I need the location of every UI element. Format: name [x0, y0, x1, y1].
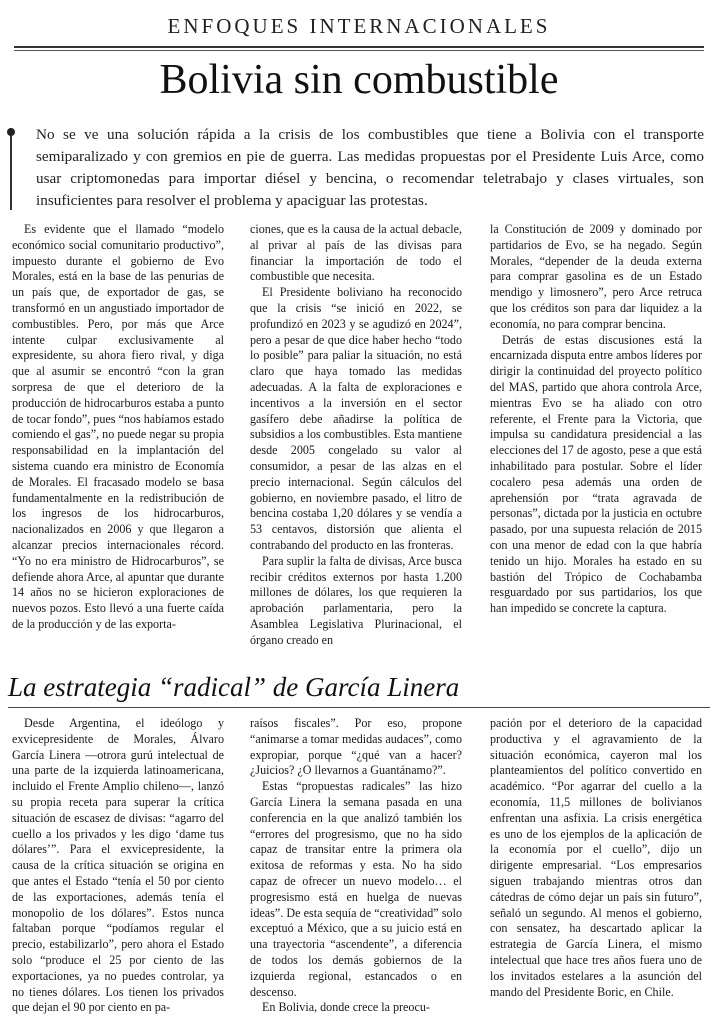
- subheading-rule: [8, 707, 710, 708]
- paragraph: pación por el deterioro de la capacidad productiva y el agravamiento de la situación económica, cayeron mal los planteamientos del político convertido en académico. “Por agarrar del cuello a la economía, 11,5 millones de bolivianos enfrentan una asfixia. La crisis energética es uno de los ejemplos de la aplicación de la economía por el cuello”, dijo un dirigente empresarial. “Los empresarios siguen trabajando mientras otros dan cátedras de cómo dejar un país sin futuro”, señaló un segundo. Al menos el gobierno, con sensatez, ha descartado aplicar la estrategia de García Linera, el mismo intelectual que hace tres años fuera uno de los invitados estelares a la asunción del mando del Presidente Boric, en Chile.: [490, 716, 702, 999]
- paragraph: En Bolivia, donde crece la preocu-: [262, 1000, 430, 1015]
- paragraph: ciones, que es la causa de la actual debacle, al privar al país de las divisas para financiar la importación de todo el combustible que necesita.: [250, 222, 462, 284]
- subheading: La estrategia “radical” de García Linera: [8, 672, 460, 702]
- paragraph: Para suplir la falta de divisas, Arce busca recibir créditos externos por hasta 1.200 millones de dólares, los que requieren la aprobación parlamentaria, pero la Asamblea Legislativa Plurinacional, el órgano creado en: [250, 553, 462, 647]
- part1-column-3: [490, 222, 702, 617]
- part2-column-3: [490, 716, 702, 1000]
- part1-column-2: [250, 222, 462, 649]
- paragraph: raísos fiscales”. Por eso, propone “animarse a tomar medidas audaces”, como expropiar, porque “¿qué van a hacer? ¿Juicios? ¿O llevarnos a Guantánamo?”.: [250, 716, 462, 778]
- paragraph: Es evidente que el llamado “modelo económico social comunitario productivo”, impuesto durante el gobierno de Evo Morales, está en la base de las penurias de un país que, de exportador de gas, se transformó en un angustiado importador de combustibles. Pero, por más que Arce intente culpar exclusivamente al expresidente, su ahora fiero rival, y diga que al asumir se encontró “con la gran sorpresa de que el deterioro de la producción de hidrocarburos estaba a punto de tocar fondo”, pues “nos habíamos estado comiendo el gas”, no puede negar su propia responsabilidad en la implantación del sistema cuando era ministro de Economía de Morales. El fracasado modelo se basa fundamentalmente en la redistribución de los ingresos de los hidrocarburos, nacionalizados en 2006 y que llegaron a alcanzar precios internacionales récord. “Yo no era ministro de Hidrocarburos”, se defiende ahora Arce, al apuntar que durante 14 años no se hicieron exploraciones de nuevos pozos. Esto llevó a una fuerte caída de la producción y de las exporta-: [12, 222, 224, 631]
- lead-bullet-icon: [7, 128, 15, 136]
- paragraph: la Constitución de 2009 y dominado por partidarios de Evo, se ha negado. Según Morales, “depender de la deuda externa para comprar gasolina es de un Estado mendigo y limosnero”, pero Arce retruca que los créditos son para dar liquidez a la economía, no para comprar bencina.: [490, 222, 702, 331]
- part2-column-1: [12, 716, 224, 1016]
- top-rule: [14, 46, 704, 48]
- headline: Bolivia sin combustible: [159, 57, 559, 103]
- lead-paragraph: No se ve una solución rápida a la crisis de los combustibles que tiene a Bolivia con el transporte semiparalizado y con gremios en pie de guerra. Las medidas propuestas por el Presidente Luis Arce, como usar criptomonedas para importar diésel y bencina, o recomendar teletrabajo y clases virtuales, son insuficientes para resolver el problema y apaciguar las protestas.: [36, 126, 704, 209]
- top-rule-thin: [14, 50, 704, 51]
- lead-bar: [10, 128, 12, 210]
- section-title: ENFOQUES INTERNACIONALES: [167, 14, 551, 38]
- paragraph: Detrás de estas discusiones está la encarnizada disputa entre ambos líderes por dirigir la continuidad del proyecto político del MAS, partido que ahora controla Arce, mientras Evo se ha aliado con otro referente, el Frente para la Victoria, que impulsa su candidatura presidencial a las elecciones del 17 de agosto, pese a que está inhabilitado para postular. Sobre el líder cocalero pesa además una orden de aprehensión por “trata agravada de personas”, dictada por la justicia en octubre pasado, por una supuesta relación de 2015 con una menor de edad con la que habría tenido un hijo. Morales ha estado en su bastión del Trópico de Cochabamba resguardado por sus partidarios, los que han impedido se concrete la captura.: [490, 332, 702, 616]
- paragraph: Desde Argentina, el ideólogo y exvicepresidente de Morales, Álvaro García Linera —otrora gurú intelectual de una parte de la izquierda latinoamericana, incluido el Frente Amplio chileno—, lanzó su propia receta para superar la crítica situación de escasez de divisas: “agarro del cuello a los privados y les digo ‘dame tus dólares’”. Para el exvicepresidente, la causa de la crítica situación se origina en que antes el Estado “tenía el 50 por ciento de las exportaciones, además tenía el monopolio de los dólares”. Estos nunca faltaban porque “podíamos regular el precio, estabilizarlo”, pero ahora el Estado solo “produce el 25 por ciento de las exportaciones, ya no puedes controlar, ya no tienes dólares. Los tienen los privados que dejan el 90 por ciento en pa-: [12, 716, 224, 1015]
- paragraph: Estas “propuestas radicales” las hizo García Linera la semana pasada en una conferencia en la que analizó también los “errores del progresismo, que no ha sido capaz de transitar entre la primera ola exitosa de reformas y esta. No ha sido capaz de ofrecer un nuevo modelo… el progresismo está en huelga de nuevas ideas”. De esta sequía de “creatividad” solo exceptuó a México, que a su juicio está en una trayectoria “ascendente”, a diferencia de todos los demás gobiernos de la izquierda regional, estancados o en descenso.: [250, 779, 462, 999]
- part1-column-1: [12, 222, 224, 633]
- paragraph: El Presidente boliviano ha reconocido que la crisis “se inició en 2022, se profundizó en 2023 y se agudizó en 2024”, pero a pesar de que dice haber hecho “todo lo posible” para paliar la situación, no está claro que haya tomado las medidas adecuadas. A la falta de exploraciones e incentivos a la inversión en el sector gasífero debe añadirse la política de subsidios a los combustibles. Esta mantiene desde 2005 congelado su valor al consumidor, a pesar de las alzas en el precio internacional. Según cálculos del gobierno, en noviembre pasado, el litro de bencina costaba 1,20 dólares y se vendía a 53 centavos, distorsión que alienta el contrabando del producto en las fronteras.: [250, 285, 462, 552]
- part2-column-2: [250, 716, 462, 1016]
